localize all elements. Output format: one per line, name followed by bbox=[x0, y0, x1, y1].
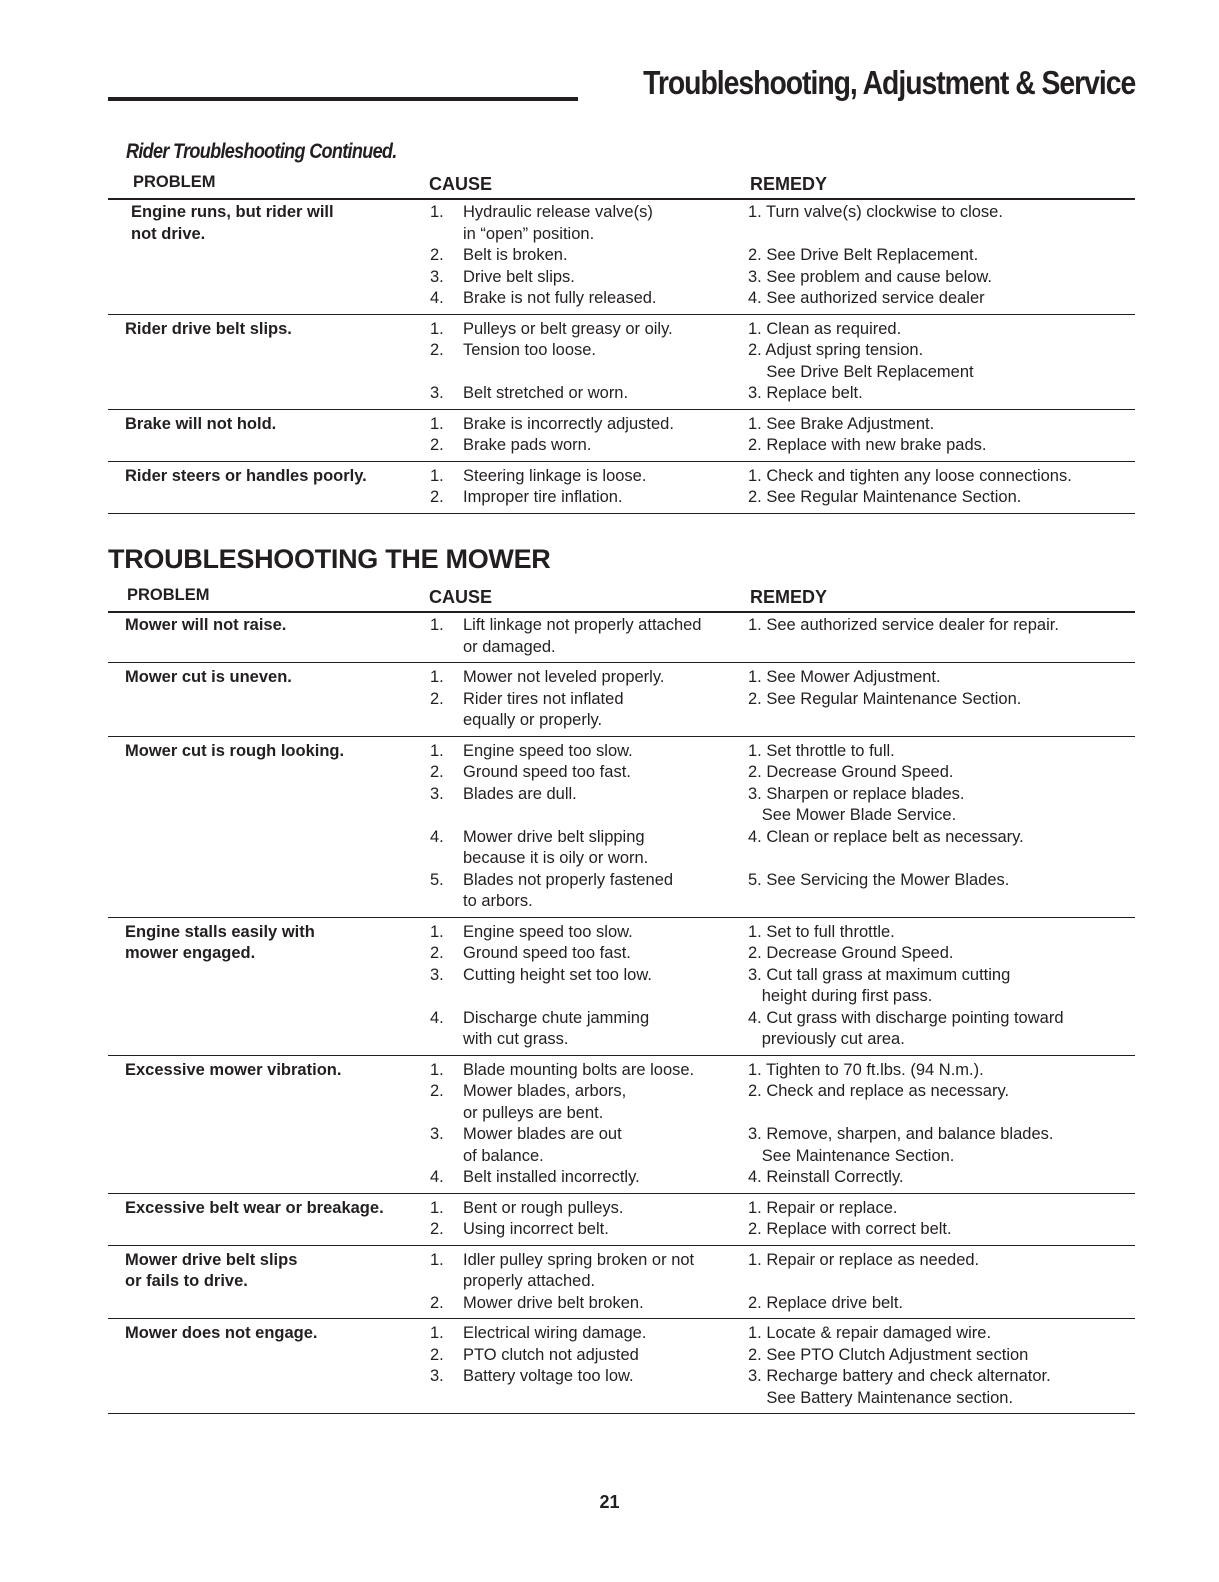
remedy-text: 3. Cut tall grass at maximum cutting bbox=[748, 965, 1011, 984]
remedy-text: 1. See authorized service dealer for repair. bbox=[748, 616, 1059, 634]
cause-line bbox=[430, 487, 740, 509]
cause-number: 1. bbox=[430, 1324, 444, 1342]
table-row bbox=[108, 613, 1135, 663]
table-row bbox=[108, 1056, 1135, 1194]
remedy-line bbox=[748, 689, 1133, 711]
remedy-line bbox=[748, 224, 1133, 246]
remedy-cell bbox=[748, 466, 1133, 509]
mower-section-title: TROUBLESHOOTING THE MOWER bbox=[108, 544, 551, 574]
remedy-line bbox=[748, 414, 1133, 436]
remedy-line bbox=[748, 1198, 1133, 1220]
cause-text: Drive belt slips. bbox=[463, 267, 575, 286]
table-row bbox=[108, 1194, 1135, 1246]
problem-cell bbox=[125, 1198, 415, 1220]
problem-text: not drive. bbox=[131, 224, 206, 243]
cause-number: 1. bbox=[430, 203, 444, 221]
cause-text: Tension too loose. bbox=[463, 341, 597, 359]
problem-text: Mower drive belt slips bbox=[125, 1250, 298, 1269]
remedy-text: height during first pass. bbox=[748, 987, 933, 1005]
cause-text: Belt stretched or worn. bbox=[463, 384, 629, 402]
cause-line bbox=[430, 245, 740, 267]
problem-cell bbox=[125, 741, 415, 763]
cause-number: 3. bbox=[430, 1367, 444, 1385]
cause-line bbox=[430, 1293, 740, 1315]
problem-cell bbox=[125, 1250, 415, 1293]
cause-number: 1. bbox=[430, 616, 444, 634]
remedy-text: 1. Repair or replace. bbox=[748, 1198, 898, 1217]
remedy-cell bbox=[748, 741, 1133, 913]
table-row bbox=[108, 462, 1135, 514]
cause-cell bbox=[430, 319, 740, 405]
problem-cell bbox=[125, 922, 415, 965]
remedy-line bbox=[748, 615, 1133, 637]
table-row bbox=[108, 315, 1135, 410]
remedy-line bbox=[748, 362, 1133, 384]
remedy-cell bbox=[748, 615, 1133, 658]
column-header-problem: PROBLEM bbox=[133, 173, 216, 191]
cause-line bbox=[430, 383, 740, 405]
table-header bbox=[108, 172, 1135, 200]
problem-cell bbox=[125, 667, 415, 689]
cause-text: with cut grass. bbox=[463, 1030, 569, 1048]
cause-number: 1. bbox=[430, 1250, 444, 1269]
cause-cell bbox=[430, 414, 740, 457]
cause-text: Belt is broken. bbox=[463, 246, 568, 264]
remedy-text: 1. Turn valve(s) clockwise to close. bbox=[748, 203, 1003, 221]
cause-text: in “open” position. bbox=[463, 224, 595, 243]
table-row bbox=[108, 663, 1135, 737]
cause-line bbox=[430, 1060, 740, 1082]
header-rule bbox=[108, 97, 578, 101]
cause-line bbox=[430, 689, 740, 711]
cause-line bbox=[430, 1345, 740, 1367]
cause-text: Hydraulic release valve(s) bbox=[463, 203, 653, 221]
remedy-line bbox=[748, 1081, 1133, 1103]
cause-number: 1. bbox=[430, 1198, 444, 1217]
remedy-text: 1. See Brake Adjustment. bbox=[748, 414, 935, 433]
remedy-line bbox=[748, 1293, 1133, 1315]
cause-text: Battery voltage too low. bbox=[463, 1367, 634, 1385]
cause-text: Belt installed incorrectly. bbox=[463, 1168, 640, 1186]
remedy-text: 2. Decrease Ground Speed. bbox=[748, 944, 954, 962]
cause-text: Rider tires not inflated bbox=[463, 689, 624, 708]
remedy-text: 3. Recharge battery and check alternator. bbox=[748, 1367, 1051, 1385]
cause-number: 3. bbox=[430, 267, 444, 286]
cause-number: 1. bbox=[430, 414, 444, 433]
cause-line bbox=[430, 1167, 740, 1189]
cause-line bbox=[430, 922, 740, 944]
cause-line bbox=[430, 805, 740, 827]
cause-line bbox=[430, 362, 740, 384]
cause-text: to arbors. bbox=[463, 892, 533, 910]
table-body bbox=[108, 613, 1135, 1414]
remedy-text: 2. Replace drive belt. bbox=[748, 1293, 904, 1312]
remedy-line bbox=[748, 943, 1133, 965]
remedy-text: 2. See Drive Belt Replacement. bbox=[748, 246, 979, 264]
cause-text: Blades not properly fastened bbox=[463, 870, 674, 889]
page-number: 21 bbox=[599, 1492, 620, 1512]
cause-number: 2. bbox=[430, 341, 444, 359]
remedy-text: 4. Clean or replace belt as necessary. bbox=[748, 827, 1024, 846]
cause-text: Discharge chute jamming bbox=[463, 1008, 650, 1027]
remedy-cell bbox=[748, 1198, 1133, 1241]
problem-text: or fails to drive. bbox=[125, 1272, 248, 1290]
remedy-text: See Battery Maintenance section. bbox=[748, 1388, 1014, 1407]
remedy-line bbox=[748, 848, 1133, 870]
mower-troubleshooting-table bbox=[108, 585, 1135, 1414]
table-row bbox=[108, 737, 1135, 918]
cause-number: 3. bbox=[430, 965, 444, 984]
cause-line bbox=[430, 1219, 740, 1241]
table-header bbox=[108, 585, 1135, 613]
remedy-line bbox=[748, 922, 1133, 944]
cause-text: Improper tire inflation. bbox=[463, 488, 623, 506]
cause-text: Ground speed too fast. bbox=[463, 763, 631, 781]
cause-number: 2. bbox=[430, 436, 444, 454]
cause-text: Mower blades, arbors, bbox=[463, 1082, 627, 1100]
cause-number: 3. bbox=[430, 384, 444, 402]
remedy-text: See Mower Blade Service. bbox=[748, 806, 957, 824]
remedy-text: 5. See Servicing the Mower Blades. bbox=[748, 870, 1010, 889]
cause-text: Using incorrect belt. bbox=[463, 1220, 609, 1238]
column-header-cause: CAUSE bbox=[429, 174, 493, 194]
remedy-line bbox=[748, 1124, 1133, 1146]
cause-line bbox=[430, 848, 740, 870]
cause-line bbox=[430, 1029, 740, 1051]
remedy-line bbox=[748, 1103, 1133, 1125]
cause-cell bbox=[430, 667, 740, 732]
remedy-line bbox=[748, 487, 1133, 509]
problem-text: Brake will not hold. bbox=[125, 414, 277, 433]
table-row bbox=[108, 1246, 1135, 1320]
cause-number: 3. bbox=[430, 1125, 444, 1143]
cause-line bbox=[430, 414, 740, 436]
cause-line bbox=[430, 1250, 740, 1272]
remedy-line bbox=[748, 965, 1133, 987]
rider-troubleshooting-table bbox=[108, 172, 1135, 514]
problem-cell bbox=[125, 319, 415, 341]
remedy-text: See Drive Belt Replacement bbox=[748, 362, 974, 381]
cause-number: 5. bbox=[430, 870, 444, 889]
remedy-text: 2. See Regular Maintenance Section. bbox=[748, 488, 1022, 506]
cause-line bbox=[430, 288, 740, 310]
cause-line bbox=[430, 870, 740, 892]
cause-text: Blade mounting bolts are loose. bbox=[463, 1060, 695, 1079]
cause-number: 2. bbox=[430, 944, 444, 962]
cause-number: 2. bbox=[430, 1345, 444, 1364]
cause-number: 1. bbox=[430, 741, 444, 760]
cause-text: Blades are dull. bbox=[463, 784, 577, 803]
table-row bbox=[108, 200, 1135, 315]
cause-line bbox=[430, 615, 740, 637]
problem-text: mower engaged. bbox=[125, 944, 256, 962]
remedy-line bbox=[748, 1271, 1133, 1293]
cause-text: PTO clutch not adjusted bbox=[463, 1345, 639, 1364]
remedy-line bbox=[748, 805, 1133, 827]
remedy-line bbox=[748, 202, 1133, 224]
cause-number: 1. bbox=[430, 319, 444, 338]
remedy-line bbox=[748, 288, 1133, 310]
remedy-cell bbox=[748, 1060, 1133, 1189]
cause-line bbox=[430, 1146, 740, 1168]
problem-cell bbox=[125, 615, 415, 637]
remedy-line bbox=[748, 870, 1133, 892]
cause-line bbox=[430, 943, 740, 965]
remedy-text: 2. Adjust spring tension. bbox=[748, 341, 924, 359]
cause-text: Idler pulley spring broken or not bbox=[463, 1250, 695, 1269]
problem-text: Rider steers or handles poorly. bbox=[125, 466, 367, 485]
page-title: Troubleshooting, Adjustment & Service bbox=[642, 64, 1135, 101]
cause-number: 1. bbox=[430, 668, 444, 686]
cause-cell bbox=[430, 1250, 740, 1315]
cause-line bbox=[430, 637, 740, 659]
cause-line bbox=[430, 435, 740, 457]
cause-cell bbox=[430, 741, 740, 913]
column-header-problem: PROBLEM bbox=[127, 586, 210, 604]
remedy-text: See Maintenance Section. bbox=[748, 1146, 955, 1165]
remedy-text: 3. Sharpen or replace blades. bbox=[748, 784, 965, 803]
column-header-cause: CAUSE bbox=[429, 587, 493, 607]
remedy-line bbox=[748, 986, 1133, 1008]
remedy-line bbox=[748, 1219, 1133, 1241]
cause-line bbox=[430, 891, 740, 913]
problem-text: Mower cut is uneven. bbox=[125, 668, 292, 686]
cause-text: Steering linkage is loose. bbox=[463, 466, 647, 485]
remedy-text: 3. Replace belt. bbox=[748, 384, 863, 402]
remedy-line bbox=[748, 267, 1133, 289]
cause-line bbox=[430, 224, 740, 246]
problem-text: Engine runs, but rider will bbox=[131, 203, 334, 221]
cause-number: 1. bbox=[430, 466, 444, 485]
cause-text: or damaged. bbox=[463, 637, 556, 656]
cause-cell bbox=[430, 466, 740, 509]
cause-number: 4. bbox=[430, 289, 444, 307]
cause-number: 2. bbox=[430, 1293, 444, 1312]
remedy-cell bbox=[748, 1323, 1133, 1409]
problem-text: Mower will not raise. bbox=[125, 616, 287, 634]
remedy-line bbox=[748, 784, 1133, 806]
remedy-cell bbox=[748, 922, 1133, 1051]
remedy-line bbox=[748, 1366, 1133, 1388]
cause-number: 2. bbox=[430, 246, 444, 264]
cause-text: Mower blades are out bbox=[463, 1125, 622, 1143]
cause-cell bbox=[430, 1198, 740, 1241]
remedy-line bbox=[748, 1060, 1133, 1082]
cause-line bbox=[430, 762, 740, 784]
cause-text: Brake is not fully released. bbox=[463, 289, 657, 307]
remedy-text: 4. Reinstall Correctly. bbox=[748, 1168, 904, 1186]
cause-cell bbox=[430, 922, 740, 1051]
problem-cell bbox=[125, 466, 415, 488]
cause-number: 2. bbox=[430, 1220, 444, 1238]
cause-line bbox=[430, 986, 740, 1008]
table-row bbox=[108, 918, 1135, 1056]
column-header-remedy: REMEDY bbox=[750, 587, 828, 607]
remedy-line bbox=[748, 1345, 1133, 1367]
remedy-text: 3. Remove, sharpen, and balance blades. bbox=[748, 1125, 1054, 1143]
cause-text: Lift linkage not properly attached bbox=[463, 616, 702, 634]
cause-number: 1. bbox=[430, 922, 444, 941]
column-header-remedy: REMEDY bbox=[750, 174, 828, 194]
remedy-line bbox=[748, 741, 1133, 763]
remedy-line bbox=[748, 319, 1133, 341]
cause-text: Mower not leveled properly. bbox=[463, 668, 665, 686]
cause-line bbox=[430, 710, 740, 732]
cause-line bbox=[430, 1124, 740, 1146]
cause-text: of balance. bbox=[463, 1146, 544, 1165]
cause-text: Brake is incorrectly adjusted. bbox=[463, 414, 674, 433]
remedy-line bbox=[748, 762, 1133, 784]
cause-text: Cutting height set too low. bbox=[463, 965, 652, 984]
problem-text: Rider drive belt slips. bbox=[125, 319, 292, 338]
remedy-text: 1. Tighten to 70 ft.lbs. (94 N.m.). bbox=[748, 1060, 984, 1079]
remedy-line bbox=[748, 827, 1133, 849]
remedy-line bbox=[748, 1388, 1133, 1410]
remedy-text: 2. See PTO Clutch Adjustment section bbox=[748, 1345, 1029, 1364]
cause-line bbox=[430, 466, 740, 488]
remedy-text: 1. Repair or replace as needed. bbox=[748, 1250, 980, 1269]
remedy-text: 2. Check and replace as necessary. bbox=[748, 1082, 1010, 1100]
problem-text: Excessive mower vibration. bbox=[125, 1060, 342, 1079]
problem-text: Mower does not engage. bbox=[125, 1324, 318, 1342]
cause-number: 2. bbox=[430, 488, 444, 506]
remedy-line bbox=[748, 466, 1133, 488]
remedy-line bbox=[748, 710, 1133, 732]
remedy-cell bbox=[748, 1250, 1133, 1315]
remedy-line bbox=[748, 1250, 1133, 1272]
cause-line bbox=[430, 340, 740, 362]
cause-text: Ground speed too fast. bbox=[463, 944, 631, 962]
rider-section-subtitle: Rider Troubleshooting Continued. bbox=[126, 140, 397, 163]
cause-line bbox=[430, 1008, 740, 1030]
remedy-text: 1. Check and tighten any loose connections. bbox=[748, 466, 1072, 485]
cause-cell bbox=[430, 1323, 740, 1409]
remedy-line bbox=[748, 245, 1133, 267]
cause-line bbox=[430, 1271, 740, 1293]
cause-line bbox=[430, 1198, 740, 1220]
remedy-text: 2. Replace with correct belt. bbox=[748, 1220, 952, 1238]
cause-number: 2. bbox=[430, 1082, 444, 1100]
remedy-line bbox=[748, 435, 1133, 457]
cause-cell bbox=[430, 615, 740, 658]
remedy-text: 2. Replace with new brake pads. bbox=[748, 436, 987, 454]
problem-cell bbox=[125, 1060, 415, 1082]
remedy-cell bbox=[748, 414, 1133, 457]
cause-line bbox=[430, 1388, 740, 1410]
remedy-line bbox=[748, 667, 1133, 689]
cause-number: 2. bbox=[430, 763, 444, 781]
remedy-line bbox=[748, 1008, 1133, 1030]
cause-number: 4. bbox=[430, 1008, 444, 1027]
remedy-text: 1. See Mower Adjustment. bbox=[748, 668, 941, 686]
remedy-cell bbox=[748, 202, 1133, 310]
cause-number: 4. bbox=[430, 1168, 444, 1186]
remedy-line bbox=[748, 340, 1133, 362]
problem-text: Engine stalls easily with bbox=[125, 922, 315, 941]
remedy-text: 2. Decrease Ground Speed. bbox=[748, 763, 954, 781]
cause-text: Brake pads worn. bbox=[463, 436, 592, 454]
problem-text: Mower cut is rough looking. bbox=[125, 741, 345, 760]
problem-cell bbox=[131, 202, 421, 245]
cause-cell bbox=[430, 1060, 740, 1189]
remedy-line bbox=[748, 1323, 1133, 1345]
remedy-line bbox=[748, 1146, 1133, 1168]
cause-line bbox=[430, 319, 740, 341]
cause-text: Bent or rough pulleys. bbox=[463, 1198, 624, 1217]
remedy-line bbox=[748, 891, 1133, 913]
cause-text: or pulleys are bent. bbox=[463, 1103, 604, 1122]
cause-line bbox=[430, 1103, 740, 1125]
table-row bbox=[108, 410, 1135, 462]
cause-number: 3. bbox=[430, 784, 444, 803]
remedy-text: 1. Set to full throttle. bbox=[748, 922, 895, 941]
cause-text: Mower drive belt slipping bbox=[463, 827, 645, 846]
cause-cell bbox=[430, 202, 740, 310]
cause-text: Engine speed too slow. bbox=[463, 922, 633, 941]
cause-text: equally or properly. bbox=[463, 711, 603, 729]
cause-line bbox=[430, 267, 740, 289]
cause-text: Engine speed too slow. bbox=[463, 741, 633, 760]
remedy-text: 1. Clean as required. bbox=[748, 319, 902, 338]
remedy-cell bbox=[748, 319, 1133, 405]
problem-cell bbox=[125, 1323, 415, 1345]
cause-number: 4. bbox=[430, 827, 444, 846]
cause-line bbox=[430, 202, 740, 224]
cause-number: 2. bbox=[430, 689, 444, 708]
remedy-line bbox=[748, 1029, 1133, 1051]
cause-line bbox=[430, 827, 740, 849]
problem-text: Excessive belt wear or breakage. bbox=[125, 1198, 384, 1217]
table-body bbox=[108, 200, 1135, 514]
table-row bbox=[108, 1319, 1135, 1414]
problem-cell bbox=[125, 414, 415, 436]
cause-text: Electrical wiring damage. bbox=[463, 1324, 647, 1342]
remedy-line bbox=[748, 1167, 1133, 1189]
cause-line bbox=[430, 965, 740, 987]
cause-text: Pulleys or belt greasy or oily. bbox=[463, 319, 673, 338]
remedy-text: 3. See problem and cause below. bbox=[748, 267, 992, 286]
remedy-text: 1. Locate & repair damaged wire. bbox=[748, 1324, 992, 1342]
cause-line bbox=[430, 1323, 740, 1345]
cause-number: 1. bbox=[430, 1060, 444, 1079]
cause-text: Mower drive belt broken. bbox=[463, 1293, 644, 1312]
remedy-text: 4. See authorized service dealer bbox=[748, 289, 985, 307]
remedy-line bbox=[748, 383, 1133, 405]
remedy-cell bbox=[748, 667, 1133, 732]
cause-line bbox=[430, 667, 740, 689]
cause-text: because it is oily or worn. bbox=[463, 849, 649, 867]
remedy-line bbox=[748, 637, 1133, 659]
remedy-text: previously cut area. bbox=[748, 1030, 905, 1048]
cause-line bbox=[430, 741, 740, 763]
cause-text: properly attached. bbox=[463, 1272, 596, 1290]
remedy-text: 2. See Regular Maintenance Section. bbox=[748, 689, 1022, 708]
cause-line bbox=[430, 1366, 740, 1388]
remedy-text: 4. Cut grass with discharge pointing toward bbox=[748, 1008, 1064, 1027]
remedy-text: 1. Set throttle to full. bbox=[748, 741, 895, 760]
cause-line bbox=[430, 784, 740, 806]
cause-line bbox=[430, 1081, 740, 1103]
